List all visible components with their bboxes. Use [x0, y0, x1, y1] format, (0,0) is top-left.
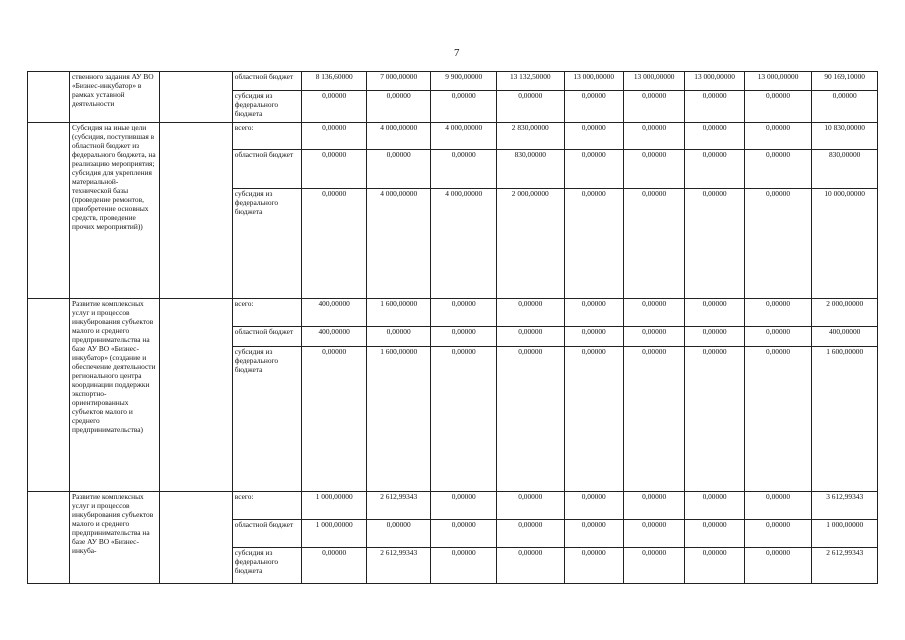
responsible-cell	[160, 299, 233, 492]
year-value: 0,00000	[685, 327, 744, 347]
year-value: 13 000,00000	[685, 72, 744, 91]
year-value: 0,00000	[564, 347, 623, 492]
year-value: 0,00000	[431, 299, 497, 327]
row-number-cell	[28, 72, 70, 123]
year-value: 9 900,00000	[431, 72, 497, 91]
year-value: 0,00000	[744, 548, 812, 584]
year-value: 0,00000	[685, 548, 744, 584]
year-value: 0,00000	[496, 520, 564, 548]
year-value: 0,00000	[496, 548, 564, 584]
year-value: 0,00000	[744, 492, 812, 520]
year-value: 0,00000	[685, 299, 744, 327]
year-value: 0,00000	[564, 548, 623, 584]
year-value: 0,00000	[685, 123, 744, 150]
year-value: 0,00000	[744, 347, 812, 492]
total-value: 830,00000	[812, 150, 878, 189]
year-value: 13 000,00000	[744, 72, 812, 91]
year-value: 2 000,00000	[496, 189, 564, 299]
year-value: 13 000,00000	[623, 72, 684, 91]
year-value: 0,00000	[623, 299, 684, 327]
year-value: 0,00000	[744, 123, 812, 150]
total-value: 2 612,99343	[812, 548, 878, 584]
year-value: 0,00000	[366, 91, 431, 123]
year-value: 8 136,60000	[302, 72, 367, 91]
year-value: 0,00000	[366, 520, 431, 548]
page-number: 7	[454, 47, 460, 59]
total-value: 2 000,00000	[812, 299, 878, 327]
row-number-cell	[28, 492, 70, 584]
measure-description: Развитие комплексных услуг и процессов инкубирования субъектов малого и среднего предпринимательства на базе АУ ВО «Бизнес-инкуба-	[69, 492, 159, 584]
total-value: 10 830,00000	[812, 123, 878, 150]
year-value: 0,00000	[564, 299, 623, 327]
year-value: 0,00000	[564, 150, 623, 189]
year-value: 13 000,00000	[564, 72, 623, 91]
year-value: 0,00000	[431, 492, 497, 520]
funding-source: субсидия из федерального бюджета	[232, 347, 302, 492]
year-value: 0,00000	[685, 150, 744, 189]
year-value: 0,00000	[744, 327, 812, 347]
year-value: 0,00000	[564, 520, 623, 548]
total-value: 0,00000	[812, 91, 878, 123]
year-value: 0,00000	[431, 520, 497, 548]
year-value: 0,00000	[302, 123, 367, 150]
year-value: 0,00000	[496, 347, 564, 492]
year-value: 0,00000	[302, 91, 367, 123]
year-value: 0,00000	[744, 189, 812, 299]
year-value: 0,00000	[564, 327, 623, 347]
total-value: 90 169,10000	[812, 72, 878, 91]
funding-source: субсидия из федерального бюджета	[232, 548, 302, 584]
year-value: 4 000,00000	[366, 189, 431, 299]
year-value: 0,00000	[744, 520, 812, 548]
funding-source: всего:	[232, 123, 302, 150]
year-value: 0,00000	[496, 299, 564, 327]
table-row	[28, 123, 878, 150]
year-value: 0,00000	[623, 520, 684, 548]
year-value: 400,00000	[302, 327, 367, 347]
year-value: 1 600,00000	[366, 347, 431, 492]
year-value: 0,00000	[623, 327, 684, 347]
year-value: 1 600,00000	[366, 299, 431, 327]
funding-source: областной бюджет	[232, 72, 302, 91]
total-value: 400,00000	[812, 327, 878, 347]
year-value: 7 000,00000	[366, 72, 431, 91]
year-value: 0,00000	[744, 150, 812, 189]
measure-description: Субсидия на иные цели (субсидия, поступившая в областной бюджет из федерального бюджета, на реализацию мероприятия; субсидия для укрепления материальной-технической базы (проведение ремонтов, приобретение основных средств, проведение прочих мероприятий))	[69, 123, 159, 299]
responsible-cell	[160, 123, 233, 299]
year-value: 0,00000	[302, 548, 367, 584]
total-value: 1 600,00000	[812, 347, 878, 492]
year-value: 4 000,00000	[366, 123, 431, 150]
year-value: 0,00000	[685, 189, 744, 299]
total-value: 10 000,00000	[812, 189, 878, 299]
year-value: 0,00000	[302, 189, 367, 299]
table-row	[28, 72, 878, 91]
year-value: 2 612,99343	[366, 492, 431, 520]
year-value: 0,00000	[302, 347, 367, 492]
year-value: 0,00000	[496, 327, 564, 347]
year-value: 0,00000	[623, 189, 684, 299]
year-value: 0,00000	[431, 327, 497, 347]
year-value: 0,00000	[431, 548, 497, 584]
year-value: 0,00000	[564, 492, 623, 520]
year-value: 0,00000	[623, 150, 684, 189]
total-value: 3 612,99343	[812, 492, 878, 520]
responsible-cell	[160, 492, 233, 584]
year-value: 1 000,00000	[302, 520, 367, 548]
responsible-cell	[160, 72, 233, 123]
year-value: 1 000,00000	[302, 492, 367, 520]
table-row	[28, 299, 878, 327]
year-value: 830,00000	[496, 150, 564, 189]
measure-description: Развитие комплексных услуг и процессов инкубирования субъектов малого и среднего предпринимательства на базе АУ ВО «Бизнес-инкубатор» (создание и обеспечение деятельности регионального центра координации поддержки экспортно-ориентированных субъектов малого и среднего предпринимательства)	[69, 299, 159, 492]
year-value: 13 132,50000	[496, 72, 564, 91]
year-value: 0,00000	[302, 150, 367, 189]
year-value: 0,00000	[685, 91, 744, 123]
year-value: 0,00000	[366, 150, 431, 189]
row-number-cell	[28, 299, 70, 492]
funding-source: субсидия из федерального бюджета	[232, 91, 302, 123]
year-value: 0,00000	[685, 520, 744, 548]
year-value: 0,00000	[366, 327, 431, 347]
year-value: 0,00000	[623, 492, 684, 520]
funding-source: областной бюджет	[232, 327, 302, 347]
measure-description: ственного задания АУ ВО «Бизнес-инкубатор» в рамках уставной деятельности	[69, 72, 159, 123]
year-value: 4 000,00000	[431, 189, 497, 299]
year-value: 0,00000	[431, 150, 497, 189]
row-number-cell	[28, 123, 70, 299]
year-value: 0,00000	[744, 299, 812, 327]
year-value: 0,00000	[496, 492, 564, 520]
year-value: 0,00000	[431, 91, 497, 123]
year-value: 0,00000	[685, 492, 744, 520]
year-value: 0,00000	[564, 123, 623, 150]
budget-table	[27, 71, 878, 584]
year-value: 2 830,00000	[496, 123, 564, 150]
funding-source: областной бюджет	[232, 520, 302, 548]
year-value: 0,00000	[623, 91, 684, 123]
funding-source: всего:	[232, 299, 302, 327]
funding-source: субсидия из федерального бюджета	[232, 189, 302, 299]
year-value: 0,00000	[623, 123, 684, 150]
year-value: 0,00000	[564, 189, 623, 299]
year-value: 2 612,99343	[366, 548, 431, 584]
year-value: 0,00000	[744, 91, 812, 123]
funding-source: всего:	[232, 492, 302, 520]
year-value: 0,00000	[685, 347, 744, 492]
year-value: 0,00000	[496, 91, 564, 123]
year-value: 4 000,00000	[431, 123, 497, 150]
year-value: 0,00000	[564, 91, 623, 123]
total-value: 1 000,00000	[812, 520, 878, 548]
table-row	[28, 492, 878, 520]
year-value: 0,00000	[623, 347, 684, 492]
year-value: 0,00000	[623, 548, 684, 584]
year-value: 400,00000	[302, 299, 367, 327]
year-value: 0,00000	[431, 347, 497, 492]
funding-source: областной бюджет	[232, 150, 302, 189]
